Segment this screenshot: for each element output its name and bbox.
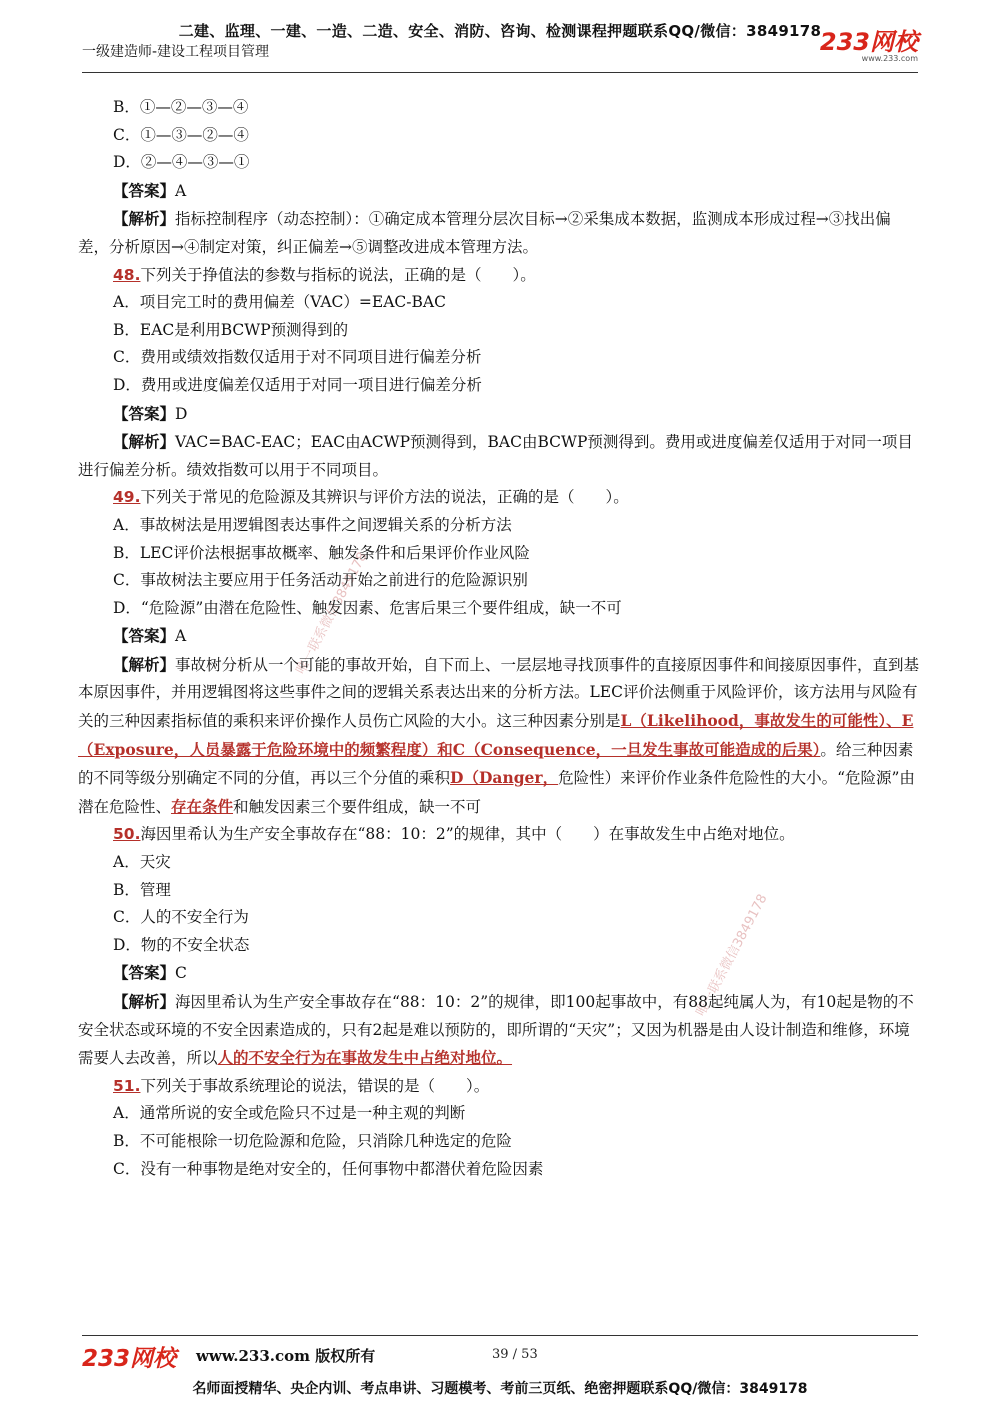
answer-label: 【答案】 xyxy=(113,180,176,200)
question-number: 50. xyxy=(113,825,141,844)
header-promo-line: 二建、监理、一建、一造、二造、安全、消防、咨询、检测课程押题联系QQ/微信：3849178 xyxy=(178,22,822,40)
q50-option-b: B．管理 xyxy=(113,880,171,899)
analysis-label: 【解析】 xyxy=(113,432,176,452)
footer-copyright: www.233.com 版权所有 xyxy=(196,1347,376,1365)
q51-option-b: B．不可能根除一切危险源和危险，只消除几种选定的危险 xyxy=(113,1131,512,1150)
question-stem: 下列关于挣值法的参数与指标的说法，正确的是（ ）。 xyxy=(140,265,536,284)
q49-option-b: B．LEC评价法根据事故概率、触发条件和后果评价作业风险 xyxy=(113,543,530,562)
q50-analysis xyxy=(78,988,920,1073)
q49-option-a: A．事故树法是用逻辑图表达事件之间逻辑关系的分析方法 xyxy=(113,515,512,534)
analysis-text: VAC=BAC-EAC；EAC由ACWP预测得到，BAC由BCWP预测得到。费用或进度偏差仅适用于对同一项目进行偏差分析。绩效指数可以用于不同项目。 xyxy=(78,433,913,479)
analysis-text: 危险性）来评价作业条件危险性的大小。“危险源”由潜在危险性、 xyxy=(78,769,915,816)
answer-label: 【答案】 xyxy=(113,626,176,646)
q49-option-d: D．“危险源”由潜在危险性、触发因素、危害后果三个要件组成，缺一不可 xyxy=(113,598,622,617)
answer-value: D xyxy=(175,404,188,423)
document-subtitle: 一级建造师-建设工程项目管理 xyxy=(82,44,270,60)
analysis-highlight: L（Likelihood，事故发生的可能性）、E（Exposure，人员暴露于危险环境中的频繁程度）和C（Consequence，一旦发生事故可能造成的后果） xyxy=(78,711,914,759)
footer-logo: 233网校 xyxy=(82,1346,177,1372)
analysis-highlight: 人的不安全行为在事故发生中占绝对地位。 xyxy=(217,1048,513,1068)
analysis-label: 【解析】 xyxy=(113,654,176,674)
footer-divider xyxy=(82,1335,918,1336)
q50-stem xyxy=(78,821,920,849)
q47-option-b: B．①—②—③—④ xyxy=(113,98,249,116)
q51-option-a: A．通常所说的安全或危险只不过是一种主观的判断 xyxy=(113,1104,466,1123)
q50-option-a: A．天灾 xyxy=(113,853,171,872)
brand-logo-url: www.233.com xyxy=(861,54,918,63)
answer-label: 【答案】 xyxy=(113,963,176,983)
question-stem: 海因里希认为生产安全事故存在“88：10：2”的规律，其中（ ）在事故发生中占绝对地位。 xyxy=(140,825,795,844)
q47-answer xyxy=(78,177,920,206)
q48-option-b: B．EAC是利用BCWP预测得到的 xyxy=(113,320,349,339)
q50-option-d: D．物的不安全状态 xyxy=(113,935,250,954)
analysis-text: 和触发因素三个要件组成，缺一不可 xyxy=(233,797,482,816)
question-number: 49. xyxy=(113,488,141,507)
analysis-text: 。给三种因素的不同等级分别确定不同的分值，再以三个分值的乘积 xyxy=(78,740,914,788)
page-number: 39 / 53 xyxy=(492,1347,538,1362)
q48-option-c: C．费用或绩效指数仅适用于对不同项目进行偏差分析 xyxy=(113,348,482,367)
q49-analysis xyxy=(78,651,920,822)
q50-answer xyxy=(78,959,920,988)
q50-option-c: C．人的不安全行为 xyxy=(113,908,249,927)
q51-stem xyxy=(78,1073,920,1101)
analysis-label: 【解析】 xyxy=(113,209,176,229)
header-divider xyxy=(82,72,918,73)
q48-analysis xyxy=(78,428,920,484)
question-stem: 下列关于事故系统理论的说法，错误的是（ ）。 xyxy=(140,1076,490,1095)
q47-option-d: D．②—④—③—① xyxy=(113,153,250,172)
question-number: 48. xyxy=(113,265,141,284)
footer-promo-line: 名师面授精华、央企内训、考点串讲、习题模考、考前三页纸、绝密押题联系QQ/微信：3849178 xyxy=(192,1381,808,1397)
analysis-text: 海因里希认为生产安全事故存在“88：10：2”的规律，即100起事故中，有88起纯属人为，有10起是物的不安全状态或环境的不安全因素造成的，只有2起是难以预防的，即所谓的“天灾”；又因为机器是由人设计制造和维修，环境需要人去改善，所以 xyxy=(78,993,914,1068)
brand-logo-text: 233网校 xyxy=(819,28,918,56)
question-number: 51. xyxy=(113,1076,141,1095)
answer-value: A xyxy=(175,181,187,200)
q48-option-d: D．费用或进度偏差仅适用于对同一项目进行偏差分析 xyxy=(113,375,482,394)
watermark: 唯一联系微信3849178 xyxy=(693,891,771,1019)
q48-answer xyxy=(78,400,920,429)
brand-logo xyxy=(820,30,918,63)
analysis-text: 指标控制程序（动态控制）：①确定成本管理分层次目标→②采集成本数据，监测成本形成过程→③找出偏差，分析原因→④制定对策，纠正偏差→⑤调整改进成本管理方法。 xyxy=(78,210,891,256)
q49-answer xyxy=(78,622,920,651)
question-content xyxy=(78,94,920,1183)
q48-option-a: A．项目完工时的费用偏差（VAC）=EAC-BAC xyxy=(113,293,446,312)
analysis-label: 【解析】 xyxy=(113,992,176,1011)
q47-option-c: C．①—③—②—④ xyxy=(113,125,249,144)
q49-stem xyxy=(78,484,920,512)
analysis-highlight: D（Danger， xyxy=(450,768,559,788)
question-stem: 下列关于常见的危险源及其辨识与评价方法的说法，正确的是（ ）。 xyxy=(140,488,629,507)
q47-analysis xyxy=(78,205,920,261)
q51-option-c: C．没有一种事物是绝对安全的，任何事物中都潜伏着危险因素 xyxy=(113,1159,544,1178)
answer-value: C xyxy=(175,964,187,983)
q49-option-c: C．事故树法主要应用于任务活动开始之前进行的危险源识别 xyxy=(113,571,528,590)
answer-value: A xyxy=(175,627,187,646)
q48-stem xyxy=(78,262,920,290)
analysis-highlight: 存在条件 xyxy=(171,796,234,816)
answer-label: 【答案】 xyxy=(113,403,176,423)
watermark: 唯一联系微信3849178 xyxy=(293,549,371,677)
analysis-text: 事故树分析从一个可能的事故开始，自下而上、一层层地寻找顶事件的直接原因事件和间接原因事件，直到基本原因事件，并用逻辑图将这些事件之间的逻辑关系表达出来的分析方法。LEC评价法侧重于风险评价，该方法用与风险有关的三种因素指标值的乘积来评价操作人员伤亡风险的大小。这三种因素分别是 xyxy=(78,655,920,731)
